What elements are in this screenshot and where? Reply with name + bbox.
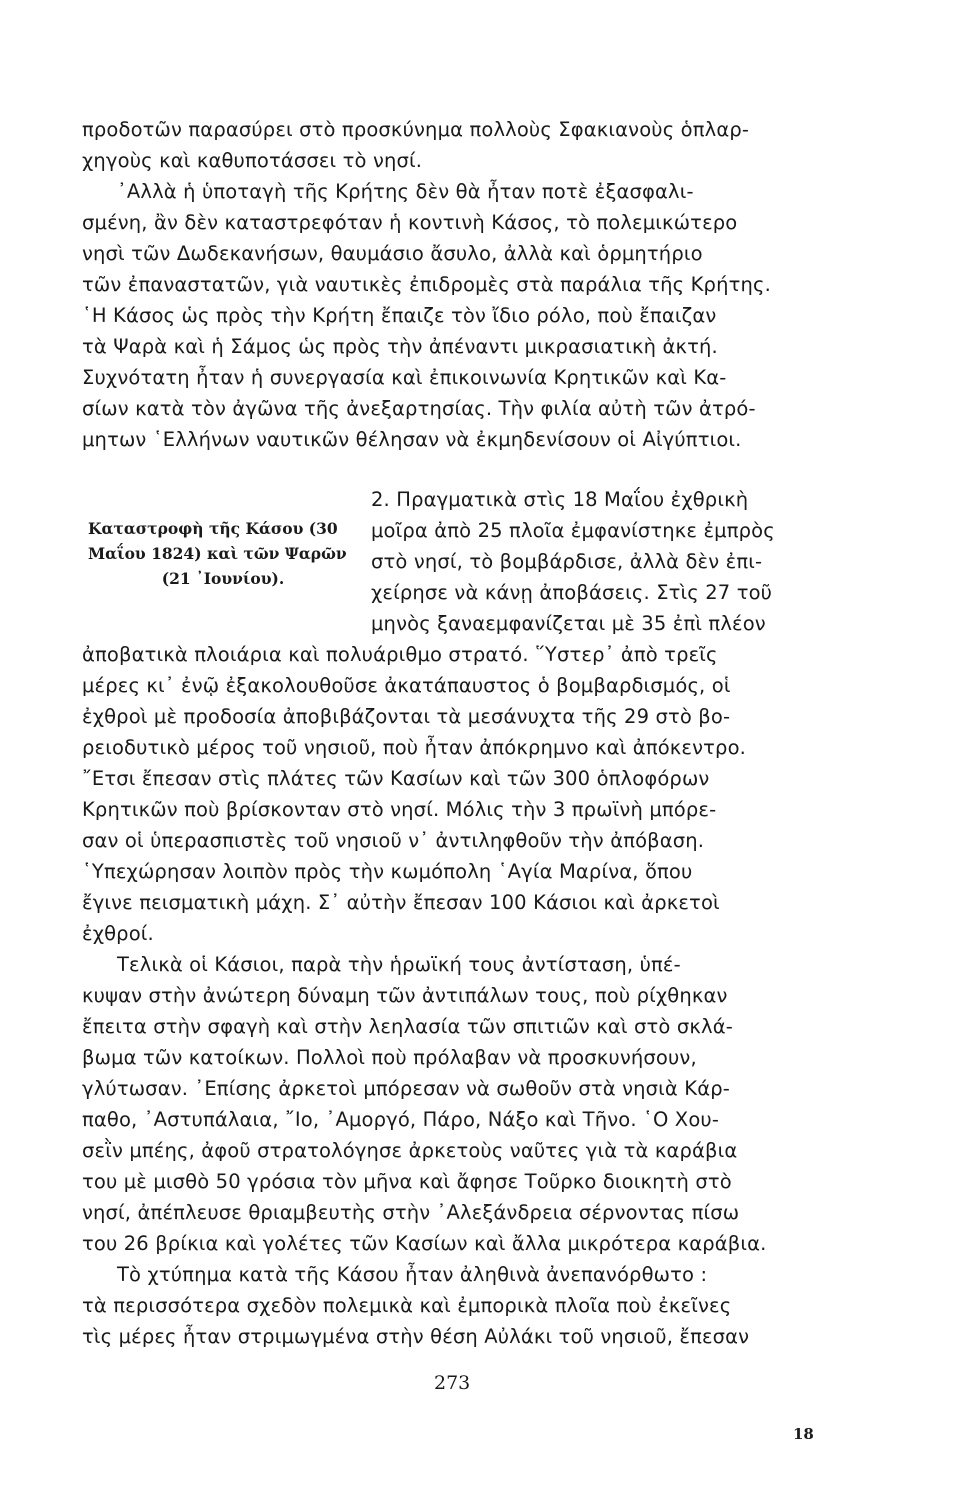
text-line: προδοτῶν παρασύρει στὸ προσκύνημα πολλοὺς Σφακιανοὺς ὁπλαρ- [82,118,750,141]
text-line: μηνὸς ξαναεμφανίζεται μὲ 35 ἐπὶ πλέον [371,612,766,635]
text-line: σμένη, ἂν δὲν καταστρεφόταν ἡ κοντινὴ Κάσος, τὸ πολεμικώτερο [82,211,738,234]
text-line: τὰ περισσότερα σχεδὸν πολεμικὰ καὶ ἐμπορικὰ πλοῖα ποὺ ἐκεῖνες [82,1294,732,1317]
text-line: σεῒν μπέης, ἀφοῦ στρατολόγησε ἀρκετοὺς ναῦτες γιὰ τὰ καράβια [82,1139,738,1162]
text-line: Κρητικῶν ποὺ βρίσκονταν στὸ νησί. Μόλις τὴν 3 πρωϊνὴ μπόρε- [82,798,717,821]
text-line: ἔγινε πεισματικὴ μάχη. Σ᾿ αὐτὴν ἔπεσαν 100 Κάσιοι καὶ ἀρκετοὶ [82,891,720,914]
text-line: μητων ῾Ελλήνων ναυτικῶν θέλησαν νὰ ἐκμηδενίσουν οἱ Αἰγύπτιοι. [82,428,742,451]
text-line: χείρησε νὰ κάνῃ ἀποβάσεις. Στὶς 27 τοῦ [371,581,773,604]
text-line: τὶς μέρες ἦταν στριμωγμένα στὴν θέση Αὐλάκι τοῦ νησιοῦ, ἔπεσαν [82,1325,750,1348]
text-line: ἐχθροὶ μὲ προδοσία ἀποβιβάζονται τὰ μεσάνυχτα τῆς 29 στὸ βο- [82,705,731,728]
text-line: γλύτωσαν. ᾿Επίσης ἀρκετοὶ μπόρεσαν νὰ σωθοῦν στὰ νησιὰ Κάρ- [82,1077,730,1100]
text-line: του 26 βρίκια καὶ γολέτες τῶν Κασίων καὶ ἄλλα μικρότερα καράβια. [82,1232,767,1255]
text-line: ἔπειτα στὴν σφαγὴ καὶ στὴν λεηλασία τῶν σπιτιῶν καὶ στὸ σκλά- [82,1015,733,1038]
text-line: ῎Ετσι ἔπεσαν στὶς πλάτες τῶν Κασίων καὶ τῶν 300 ὁπλοφόρων [82,767,710,790]
text-line: τὰ Ψαρὰ καὶ ἡ Σάμος ὡς πρὸς τὴν ἀπέναντι μικρασιατικὴ ἀκτή. [82,335,718,358]
text-line: μέρες κι᾿ ἐνῷ ἐξακολουθοῦσε ἀκατάπαυστος ὁ βομβαρδισμός, οἱ [82,674,731,697]
text-line: ῾Υπεχώρησαν λοιπὸν πρὸς τὴν κωμόπολη ῾Αγία Μαρίνα, ὅπου [82,860,693,883]
page-number: 273 [434,1372,471,1394]
text-line: νησὶ τῶν Δωδεκανήσων, θαυμάσιο ἄσυλο, ἀλλὰ καὶ ὁρμητήριο [82,242,703,265]
text-line: ἀποβατικὰ πλοιάρια καὶ πολυάριθμο στρατό. ῞Υστερ᾿ ἀπὸ τρεῖς [82,643,718,666]
text-line: στὸ νησί, τὸ βομβάρδισε, ἀλλὰ δὲν ἐπι- [371,550,763,573]
text-line: τῶν ἐπαναστατῶν, γιὰ ναυτικὲς ἐπιδρομὲς στὰ παράλια τῆς Κρήτης. [82,273,771,296]
text-line: Συχνότατη ἦταν ἡ συνεργασία καὶ ἐπικοινωνία Κρητικῶν καὶ Κα- [82,366,727,389]
text-line: ῾Η Κάσος ὡς πρὸς τὴν Κρήτη ἔπαιζε τὸν ἴδιο ρόλο, ποὺ ἔπαιζαν [82,304,717,327]
signature-mark: 18 [793,1425,814,1443]
text-line: κυψαν στὴν ἀνώτερη δύναμη τῶν ἀντιπάλων τους, ποὺ ρίχθηκαν [82,984,728,1007]
text-line: Τὸ χτύπημα κατὰ τῆς Κάσου ἦταν ἀληθινὰ ἀνεπανόρθωτο : [117,1263,708,1286]
text-line: σαν οἱ ὑπερασπιστὲς τοῦ νησιοῦ ν᾿ ἀντιληφθοῦν τὴν ἀπόβαση. [82,829,705,852]
margin-note-line: (21 ᾿Ιουνίου). [161,569,285,588]
text-line: ᾿Αλλὰ ἡ ὑποταγὴ τῆς Κρήτης δὲν θὰ ἦταν ποτὲ ἐξασφαλι- [117,180,694,203]
text-line: μοῖρα ἀπὸ 25 πλοῖα ἐμφανίστηκε ἐμπρὸς [371,519,775,542]
text-line: σίων κατὰ τὸν ἀγῶνα τῆς ἀνεξαρτησίας. Τὴν φιλία αὐτὴ τῶν ἀτρό- [82,397,756,420]
text-line: ἐχθροί. [82,922,154,945]
margin-note-line: Μαΐου 1824) καὶ τῶν Ψαρῶν [88,544,347,563]
text-line: Τελικὰ οἱ Κάσιοι, παρὰ τὴν ἡρωϊκή τους ἀντίσταση, ὑπέ- [117,953,681,976]
margin-note-line: Καταστροφὴ τῆς Κάσου (30 [88,519,338,538]
text-line: παθο, ᾿Αστυπάλαια, ῎Ιο, ᾿Αμοργό, Πάρο, Νάξο καὶ Τῆνο. ῾Ο Χου- [82,1108,720,1131]
text-line: ρειοδυτικὸ μέρος τοῦ νησιοῦ, ποὺ ἦταν ἀπόκρημνο καὶ ἀπόκεντρο. [82,736,747,759]
text-line: βωμα τῶν κατοίκων. Πολλοὶ ποὺ πρόλαβαν νὰ προσκυνήσουν, [82,1046,697,1069]
text-line: χηγοὺς καὶ καθυποτάσσει τὸ νησί. [82,149,423,172]
text-line: 2. Πραγματικὰ στὶς 18 Μαΐου ἐχθρικὴ [371,488,749,511]
text-line: νησί, ἀπέπλευσε θριαμβευτὴς στὴν ᾿Αλεξάνδρεια σέρνοντας πίσω [82,1201,740,1224]
text-line: του μὲ μισθὸ 50 γρόσια τὸν μῆνα καὶ ἄφησε Τοῦρκο διοικητὴ στὸ [82,1170,732,1193]
